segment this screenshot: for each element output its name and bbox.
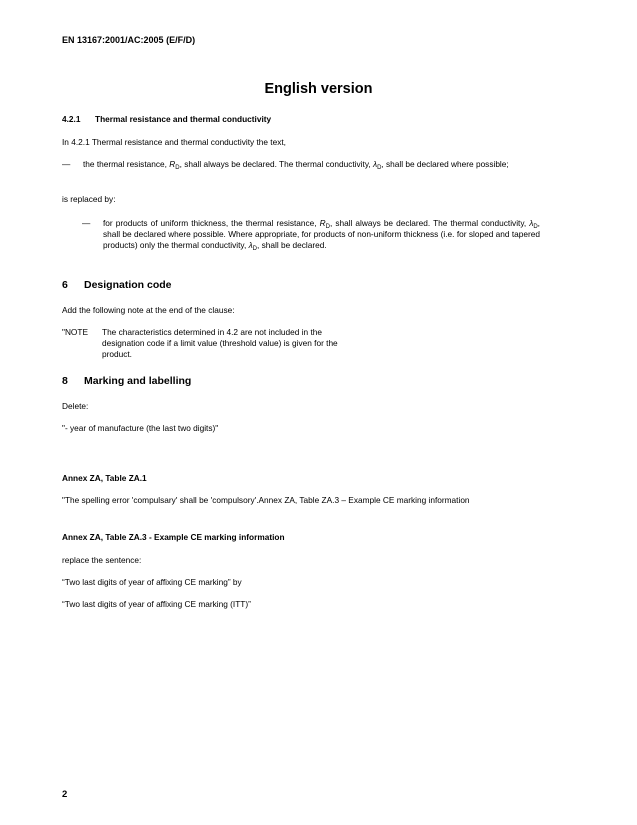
new-text-item [82,218,540,252]
delete-label: Delete: [62,401,89,411]
note-label: "NOTE [62,327,88,337]
note-block [62,327,362,361]
new-text: for products of uniform thickness, the thermal resistance, $R_D$, shall always be declared. The thermal conductivity, $\lambda_D$, shall be declared where possible. Where appropriate, for products of non-uniform thickness (i.e. for sloped and tapered products) only the thermal conductivity, $\lambda_D$, shall be declared. [103,218,540,253]
page-title: English version [264,81,373,97]
section-6-heading [62,278,172,292]
new-sentence: “Two last digits of year of affixing CE marking (ITT)” [62,599,251,609]
old-text: the thermal resistance, $R_D$, shall always be declared. The thermal conductivity, $\lambda_D$, shall be declared where possible; [83,159,509,171]
section-number: 6 [62,279,68,291]
note-text: The characteristics determined in 4.2 are not included in the designation code if a limit value (threshold value) is given for the product. [102,327,338,360]
section-number: 8 [62,375,68,387]
old-sentence: “Two last digits of year of affixing CE marking” by [62,577,242,587]
section-title: Designation code [84,279,172,291]
section-4-2-1-intro: In 4.2.1 Thermal resistance and thermal conductivity the text, [62,137,286,147]
replace-label: replace the sentence: [62,555,142,565]
page-number: 2 [62,789,68,800]
section-6-intro: Add the following note at the end of the clause: [62,305,235,315]
deleted-text: "- year of manufacture (the last two digits)" [62,423,219,433]
section-title: Thermal resistance and thermal conductivity [95,114,272,124]
section-title: Marking and labelling [84,375,192,387]
annex-za1-text: "The spelling error 'compulsary' shall be 'compulsory'.Annex ZA, Table ZA.3 – Example CE marking information [62,495,470,505]
dash: — [62,159,71,169]
section-8-heading [62,374,191,388]
old-text-item [62,159,540,170]
dash: — [82,218,91,228]
section-4-2-1-heading [62,114,271,125]
annex-za1-heading: Annex ZA, Table ZA.1 [62,473,147,483]
document-header: EN 13167:2001/AC:2005 (E/F/D) [62,35,196,45]
section-number: 4.2.1 [62,114,81,124]
replaced-by-label: is replaced by: [62,194,116,204]
annex-za3-heading: Annex ZA, Table ZA.3 - Example CE marking information [62,532,285,542]
